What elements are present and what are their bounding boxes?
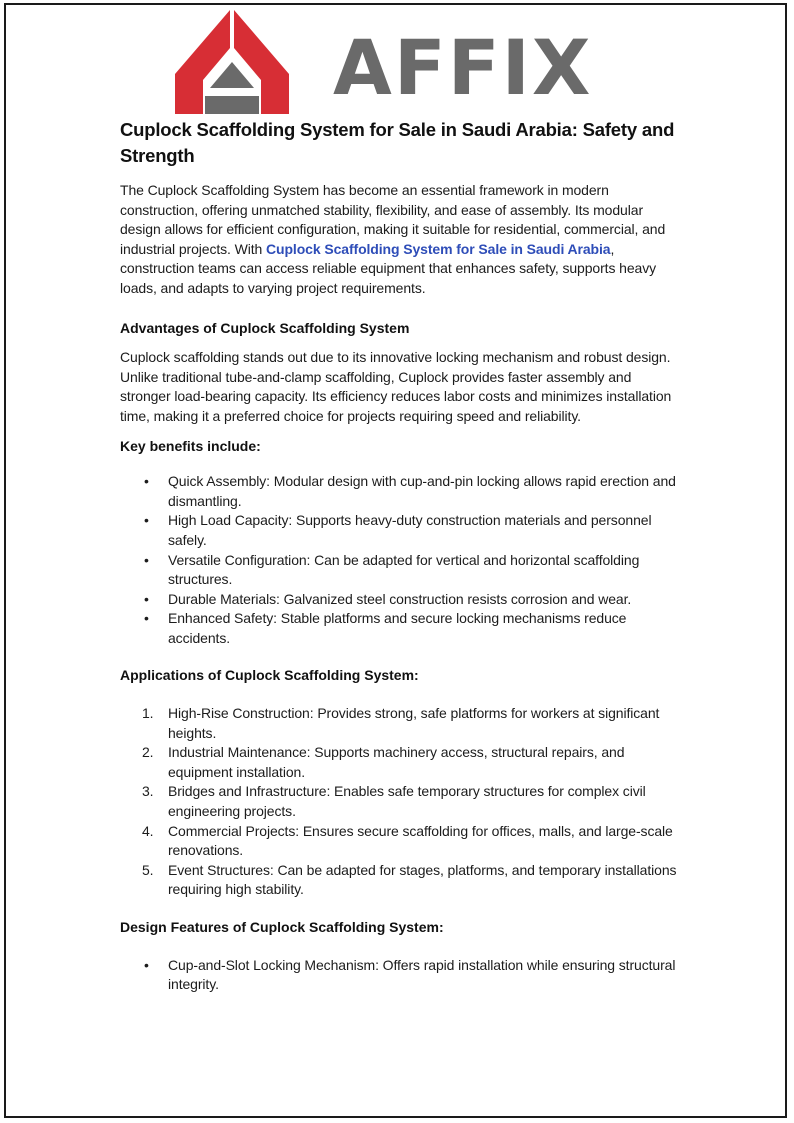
page-title: Cuplock Scaffolding System for Sale in Saudi Arabia: Safety and Strength [120,119,675,166]
benefits-list [120,472,680,648]
list-item: • High Load Capacity: Supports heavy-duty construction materials and personnel safely. [120,511,680,550]
affix-logo-graphic [175,10,605,116]
logo-wordmark: AFFIX [333,23,593,112]
advantages-paragraph: Cuplock scaffolding stands out due to its innovative locking mechanism and robust design. Unlike traditional tube-and-clamp scaffolding, Cuplock provides faster assembly and stronger load-bearing capacity. Its efficiency reduces labor costs and minimizes installation time, making it a preferred choice for projects requiring speed and reliability. [120,349,672,424]
list-item: • Cup-and-Slot Locking Mechanism: Offers rapid installation while ensuring structural integrity. [120,956,680,995]
list-item [120,704,680,743]
list-item-text: High-Rise Construction: Provides strong, safe platforms for workers at significant heights. [168,705,660,741]
intro-text-before: The Cuplock Scaffolding System has become an essential framework in modern construction, offering unmatched stability, flexibility, and ease of assembly. Its modular design allows for efficient configuration, making it suitable for residential, commercial, and industrial projects. With [120,182,666,257]
advantages-heading: Advantages of Cuplock Scaffolding System [120,319,410,336]
intro-text-after: , construction teams can access reliable equipment that enhances safety, supports heavy loads, and adapts to varying project requirements. [120,240,656,296]
cuplock-sale-link[interactable]: Cuplock Scaffolding System for Sale in Saudi Arabia [266,240,611,257]
list-item: • Versatile Configuration: Can be adapted for vertical and horizontal scaffolding structures. [120,551,680,590]
list-item-text: Event Structures: Can be adapted for stages, platforms, and temporary installations requiring high stability. [168,861,677,898]
list-item-text: Commercial Projects: Ensures secure scaffolding for offices, malls, and large-scale renovations. [168,822,673,859]
list-number: 4. [142,822,154,839]
list-item: • Quick Assembly: Modular design with cup-and-pin locking allows rapid erection and dismantling. [120,472,680,511]
list-item [120,861,680,900]
list-number: 1. [142,705,154,722]
article [120,117,680,1013]
benefits-heading: Key benefits include: [120,437,261,454]
affix-logo [175,10,605,116]
list-number: 5. [142,861,154,878]
list-number: 2. [142,744,154,761]
list-number: 3. [142,783,154,800]
design-features-heading: Design Features of Cuplock Scaffolding System: [120,919,444,935]
design-features-list [120,956,680,995]
intro-paragraph [120,181,680,299]
list-item-text: Bridges and Infrastructure: Enables safe temporary structures for complex civil engineering projects. [168,783,646,820]
applications-list [120,704,680,900]
list-item [120,822,680,861]
list-item [120,743,680,782]
list-item: • Durable Materials: Galvanized steel construction resists corrosion and wear. [120,590,680,610]
list-item [120,782,680,821]
list-item: • Enhanced Safety: Stable platforms and secure locking mechanisms reduce accidents. [120,609,680,648]
list-item-text: Industrial Maintenance: Supports machinery access, structural repairs, and equipment installation. [168,744,625,780]
applications-heading: Applications of Cuplock Scaffolding System: [120,667,419,684]
